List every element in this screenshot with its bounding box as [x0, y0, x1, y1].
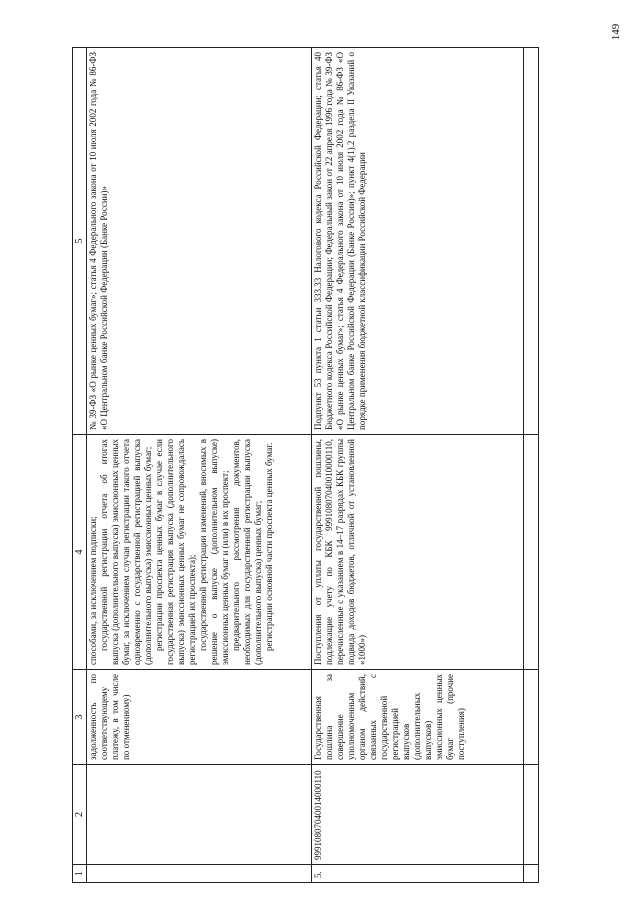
row4-details-para: предварительного рассмотрения документов, необходимых для государственной регистрации выпуска (дополнительного выпуска) ценных бумаг;	[231, 439, 263, 665]
row5-number: 5.	[312, 865, 524, 883]
page-number: 149	[610, 23, 622, 41]
row4-details	[87, 435, 312, 670]
blank-cell	[524, 765, 539, 865]
row4-details-para: способами, за исключением подписки;	[88, 516, 98, 665]
row5-code: 99910807040014000110	[312, 765, 524, 865]
row4-code	[87, 765, 312, 865]
row5-legal-basis: Подпункт 53 пункта 1 статьи 333.33 Налогового кодекса Российской Федерации; статья 40 Бюджетного кодекса Российской Федерации; Федеральный закон от 22 апреля 1996 года № 39-ФЗ «О рынке ценных бумаг»; статья 4 Федерального закона от 10 июля 2002 года № 86-ФЗ «О Центральном банке Российской Федерации (Банке России)»; пункт 4(1).2 раздела II Указаний о порядке применения бюджетной классификации Российской Федерации	[312, 48, 524, 435]
table-row	[312, 48, 524, 883]
blank-cell	[524, 435, 539, 670]
row4-details-para: регистрации проспекта ценных бумаг в случае если государственная регистрация выпуска (дополнительного выпуска) эмиссионных ценных бумаг не сопровождалась регистрацией их проспекта);	[154, 439, 197, 665]
rotated-table-wrapper	[72, 48, 539, 883]
row4-details-para: государственной регистрации отчета об итогах выпуска (дополнительного выпуска) эмиссионных ценных бумаг, за исключением случая регистрации такого отчета одновременно с государственной регистрацией выпуска (дополнительного выпуска) эмиссионных ценных бумаг;	[99, 439, 153, 665]
budget-classification-table	[72, 47, 539, 883]
header-col-2: 2	[73, 765, 87, 865]
row4-details-para: регистрации основной части проспекта ценных бумаг.	[264, 442, 274, 651]
row4-number	[87, 865, 312, 883]
blank-cell	[524, 865, 539, 883]
header-col-5: 5	[73, 48, 87, 435]
blank-row	[524, 48, 539, 883]
row4-description: задолженность по соответствующему платежу, в том числе по отмененному)	[87, 670, 312, 765]
header-col-1: 1	[73, 865, 87, 883]
table-row	[87, 48, 312, 883]
blank-cell	[524, 48, 539, 435]
header-col-4: 4	[73, 435, 87, 670]
header-col-3: 3	[73, 670, 87, 765]
row5-details: Поступления от уплаты государственной пошлины, подлежащие учету по КБК 99910807040010000110, перечисленные с указанием в 14–17 разрядах КБК группы подвида доходов бюджетов, отличной от установленной «1000»)	[312, 435, 524, 670]
row4-legal-basis: № 39-ФЗ «О рынке ценных бумаг»; статья 4 Федерального закона от 10 июля 2002 года № 86-ФЗ «О Центральном банке Российской Федерации (Банке России)»	[87, 48, 312, 435]
blank-cell	[524, 670, 539, 765]
row5-description: Государственная пошлина за совершение уполномоченным органом действий, связанных с государственной регистрацией выпусков (дополнительных выпусков) эмиссионных ценных бумаг (прочие поступления)	[312, 670, 524, 765]
row4-details-para: государственной регистрации изменений, вносимых в решение о выпуске (дополнительном выпуске) эмиссионных ценных бумаг и (или) в их проспект;	[198, 439, 230, 665]
header-row	[73, 48, 87, 883]
